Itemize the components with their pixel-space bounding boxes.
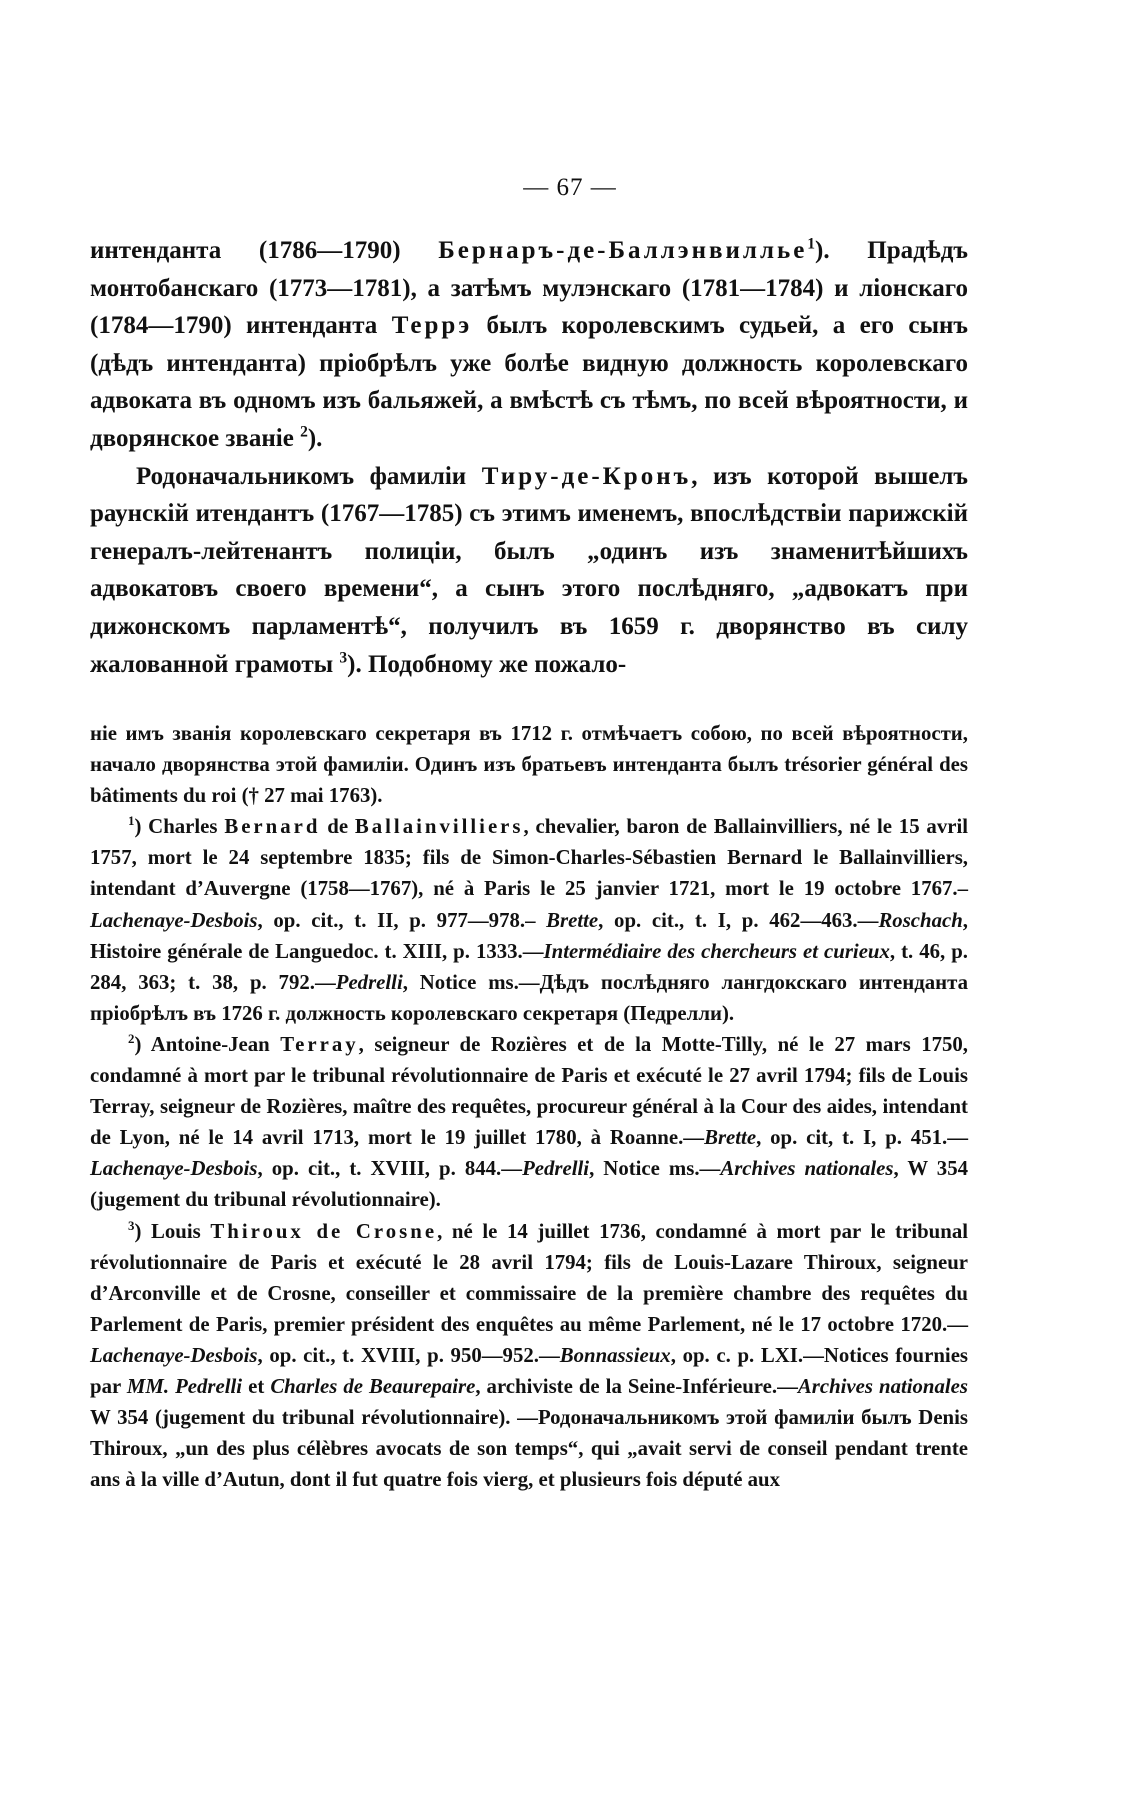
footnote-marker: 3: [128, 1218, 135, 1233]
spaced-name: Бернаръ-де-Баллэнвиллье: [438, 237, 808, 264]
spaced-name: Thiroux de Crosne: [210, 1219, 438, 1243]
footnote-ref: 3: [339, 649, 348, 667]
paragraph-2: Родоначальникомъ фамиліи Тиру-де-Кронъ, изъ которой вышелъ раунскій итендантъ (1767—1785) съ этимъ именемъ, впослѣдствіи парижскій генералъ-лейтенантъ полиціи, былъ „одинъ изъ знаменитѣйшихъ адвокатовъ своего времени“, а сынъ этого послѣдняго, „адвокатъ при дижонскомъ парламентѣ“, получилъ въ 1659 г. дворянство въ силу жалованной грамоты $^3$). Подобному же пожало-: [90, 462, 968, 678]
paragraph-1: интенданта (1786—1790) Бернаръ-де-Баллэнвиллье$^1$). Прадѣдъ монтобанскаго (1773—1781), а затѣмъ мулэнскаго (1781—1784) и ліонскаго (1784—1790) интенданта Террэ былъ королевскимъ судьей, а его сынъ (дѣдъ интенданта) пріобрѣлъ уже болѣе видную должность королевскаго адвоката въ одномъ изъ бальяжей, а вмѣстѣ съ тѣмъ, по всей вѣроятности, и дворянское званіе $^2$).: [90, 235, 968, 452]
spaced-name: Terray: [280, 1032, 359, 1056]
footnote-ref: 2: [300, 423, 308, 441]
footnote-marker: 2: [128, 1032, 135, 1047]
spaced-name: Ballainvilliers: [354, 815, 524, 839]
spaced-name: Террэ: [391, 312, 473, 340]
main-text: [90, 232, 968, 683]
footnote-marker: 1: [128, 814, 135, 829]
footnote-continuation: ніе имъ званія королевскаго секретаря въ 1712 г. отмѣчаетъ собою, по всей вѣроятности, начало дворянства этой фамиліи. Одинъ изъ братьевъ интенданта былъ trésorier général des bâtiments du roi († 27 mai 1763).: [90, 722, 968, 808]
footnotes: [90, 718, 968, 1495]
footnote-ref: 1: [807, 235, 816, 253]
spaced-name: Тиру-де-Кронъ: [481, 462, 692, 490]
page-number: — 67 —: [523, 174, 617, 201]
footnote-3: $^3$) Louis Thiroux de Crosne, né le 14 juillet 1736, condamné à mort par le tribunal révolutionnaire de Paris et exécuté le 28 avril 1794; fils de Louis-Lazare Thiroux, seigneur d’Arconville et de Crosne, conseiller et commissaire de la première chambre des requêtes du Parlement de Paris, premier président des enquêtes au même Parlement, né le 17 octobre 1720.—Lachenaye-Desbois, op. cit., t. XVIII, p. 950—952.—Bonnassieux, op. c. p. LXI.—Notices fournies par MM. Pedrelli et Charles de Beaurepaire, archiviste de la Seine-Inférieure.—Archives nationales W 354 (jugement du tribunal révolutionnaire). —Родоначальникомъ этой фамиліи былъ Denis Thiroux, „un des plus célèbres avocats de son temps“, qui „avait servi de conseil pendant trente ans à la ville d’Autun, dont il fut quatre fois vierg, et plusieurs fois député aux: [90, 1218, 969, 1492]
spaced-name: Bernard: [224, 815, 321, 839]
footnote-1: $^1$) Charles Bernard de Ballainvilliers, chevalier, baron de Ballainvilliers, né le 15 avril 1757, mort le 24 septembre 1835; fils de Simon-Charles-Sébastien Bernard le Ballainvilliers, intendant d’Auvergne (1758—1767), né à Paris le 25 janvier 1721, mort le 19 octobre 1767.– Lachenaye-Desbois, op. cit., t. II, p. 977—978.– Brette, op. cit., t. I, p. 462—463.—Roschach, Histoire générale de Languedoc. t. XIII, p. 1333.—Intermédiaire des chercheurs et curieux, t. 46, p. 284, 363; t. 38, p. 792.—Pedrelli, Notice ms.—Дѣдъ послѣдняго лангдокскаго интенданта пріобрѣлъ въ 1726 г. должность королевскаго секретаря (Педрелли).: [90, 814, 968, 1025]
footnote-2: $^2$) Antoine-Jean Terray, seigneur de Rozières et de la Motte-Tilly, né le 27 mars 1750, condamné à mort par le tribunal révolutionnaire de Paris et exécuté le 27 avril 1794; fils de Louis Terray, seigneur de Rozières, maître des requêtes, procureur général à la Cour des aides, intendant de Lyon, né le 14 avril 1713, mort le 19 juillet 1780, à Roanne.—Brette, op. cit, t. I, p. 451.—Lachenaye-Desbois, op. cit., t. XVIII, p. 844.—Pedrelli, Notice ms.—Archives nationales, W 354 (jugement du tribunal révolutionnaire).: [90, 1032, 968, 1212]
